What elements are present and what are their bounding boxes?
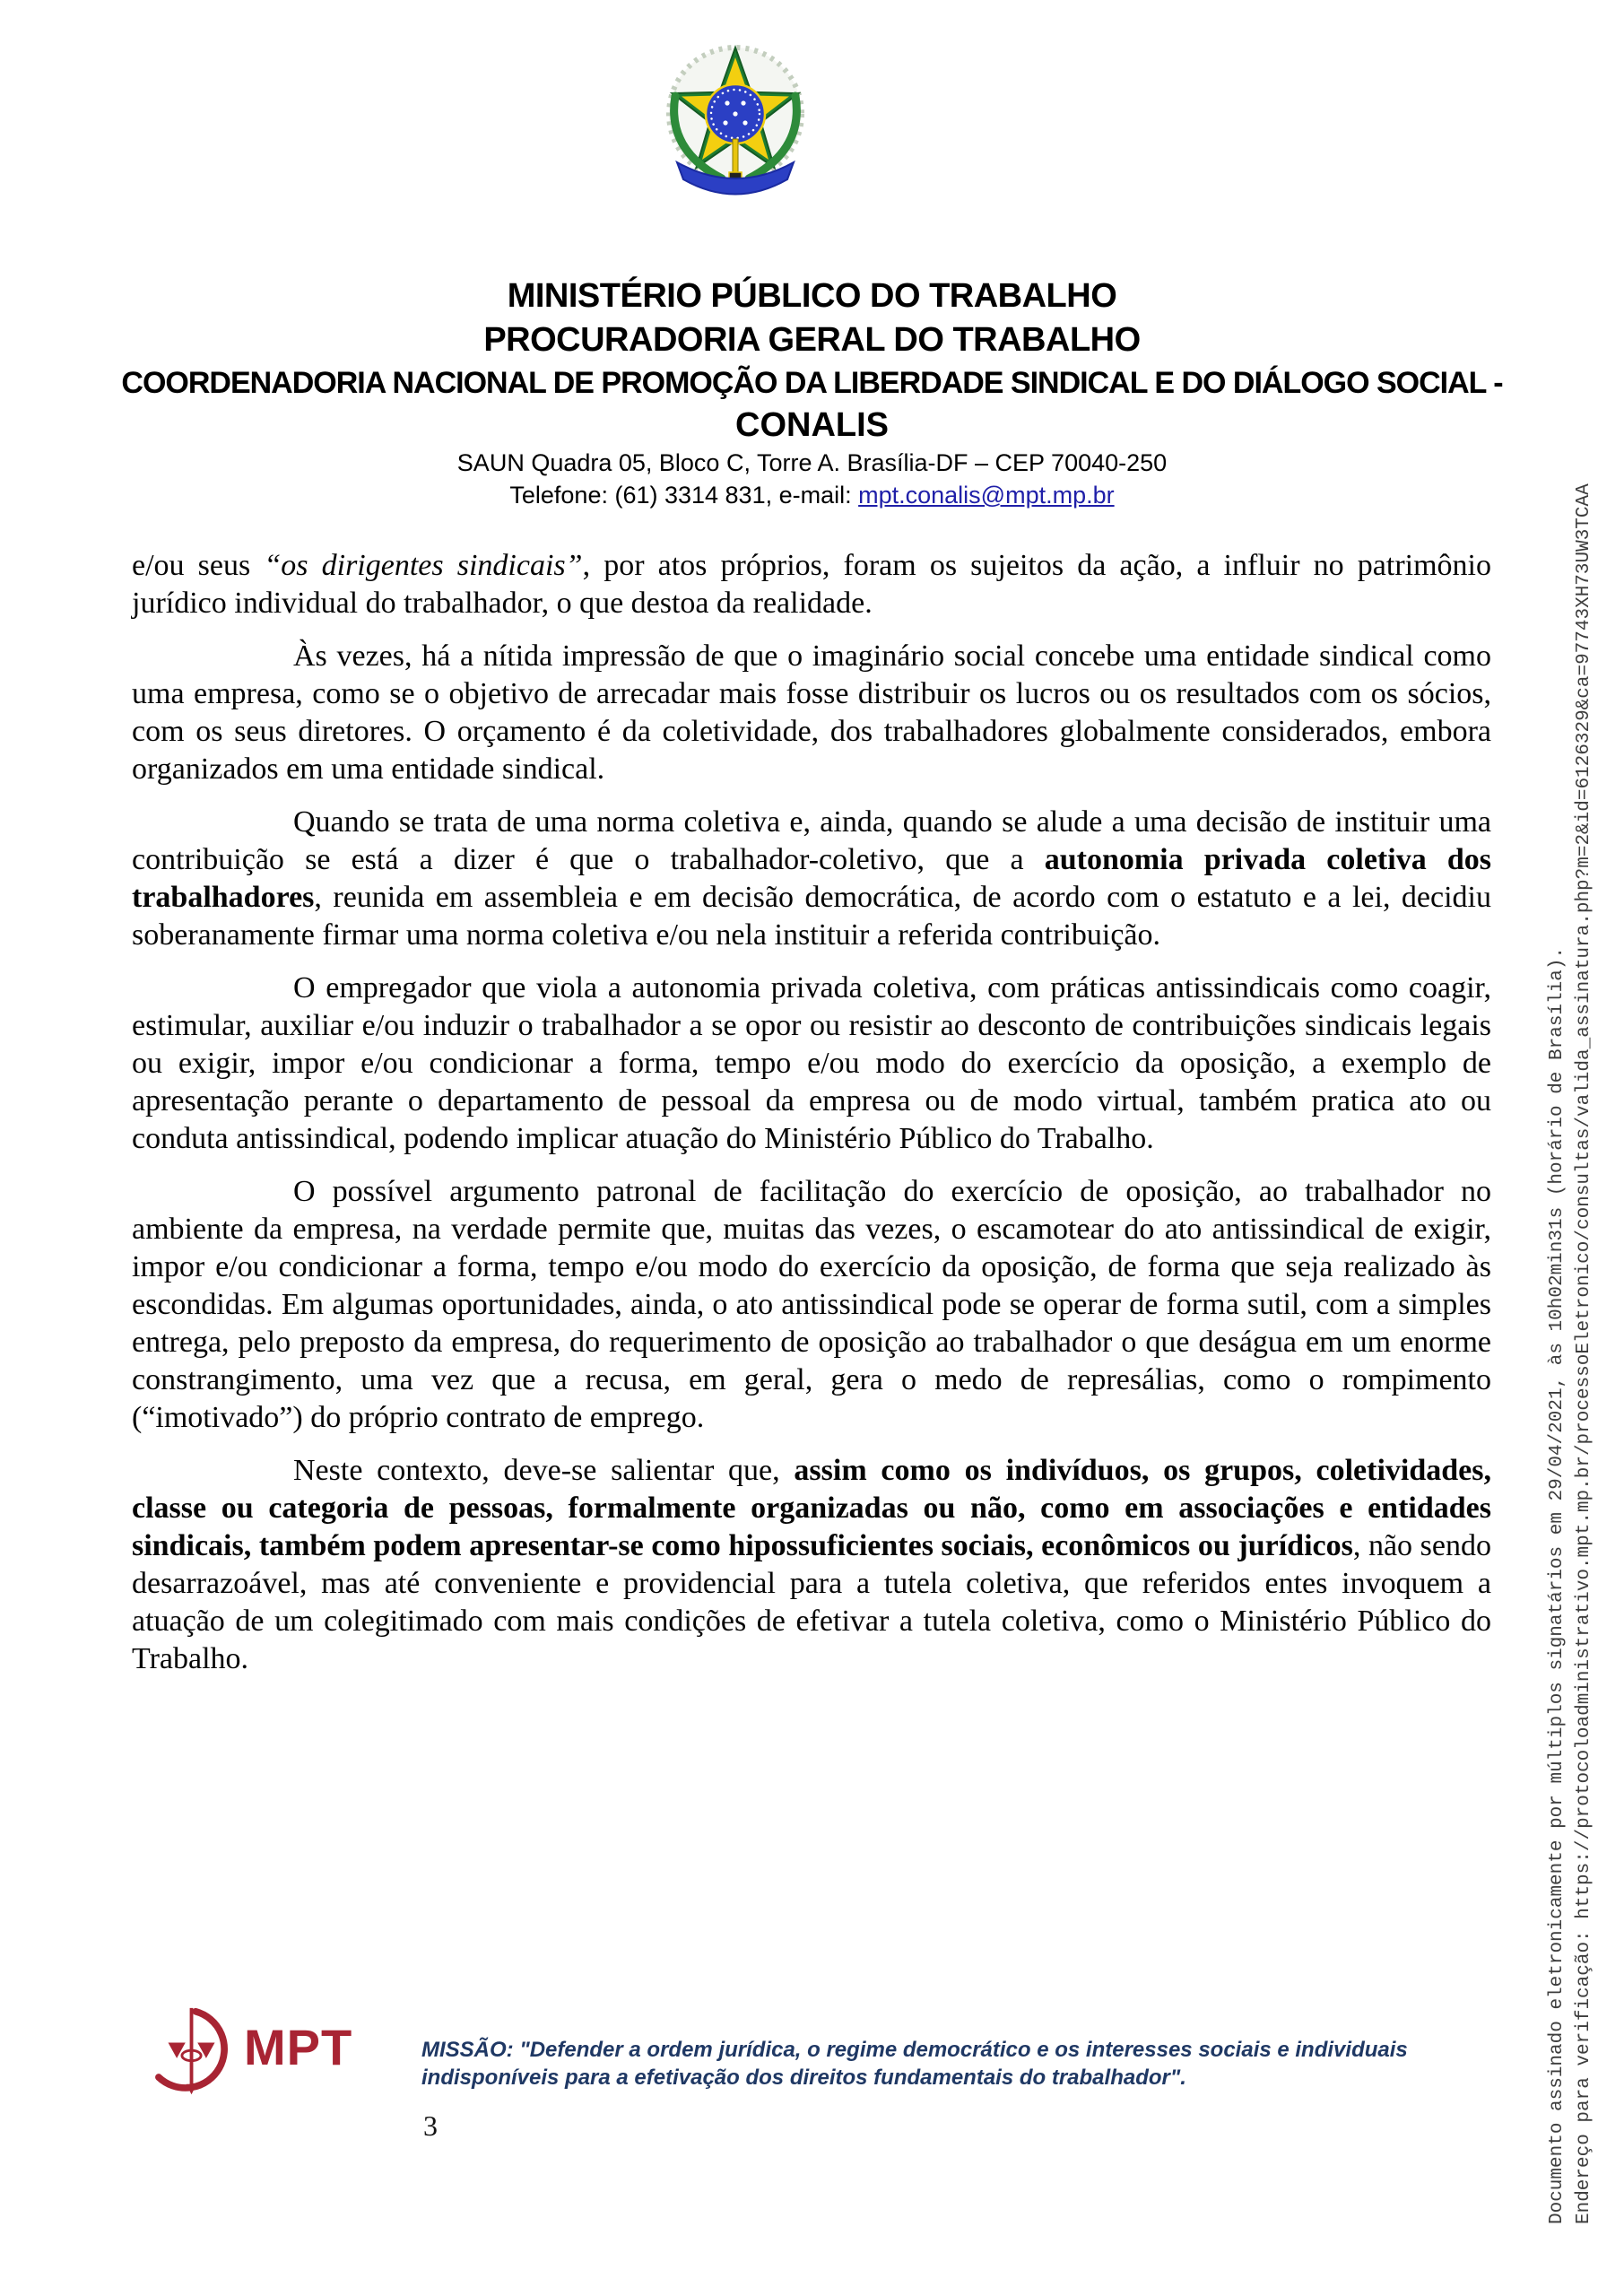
text-run: , reunida em assembleia e em decisão democrática, de acordo com o estatuto e a lei, decidiu soberanamente firmar uma norma coletiva e/ou nela instituir a referida contribuição.	[132, 881, 1491, 952]
text-run: , por atos próprios, foram os sujeitos da ação, a influir no patrimônio jurídico individual do trabalhador, o que destoa da realidade.	[132, 549, 1491, 620]
mpt-scales-icon	[145, 2006, 239, 2101]
text-run: Às vezes, há a nítida impressão de que o imaginário social concebe uma entidade sindical como uma empresa, como se o objetivo de arrecadar mais fosse distribuir os lucros ou os resultados com os sócios, com os seus diretores. O orçamento é da coletividade, dos trabalhadores globalmente considerados, embora organizados em uma entidade sindical.	[132, 639, 1491, 786]
signature-stamp	[1544, 483, 1598, 2224]
text-run: autonomia privada coletiva dos trabalhadores	[132, 843, 1491, 914]
email-link[interactable]: mpt.conalis@mpt.mp.br	[858, 482, 1115, 509]
page-number: 3	[423, 2109, 438, 2142]
signature-stamp-line1: Documento assinado eletronicamente por múltiplos signatários em 29/04/2021, às 10h02min31s (horário de Brasília).	[1547, 946, 1568, 2224]
text-run: e/ou seus	[132, 549, 265, 582]
text-run: O empregador que viola a autonomia privada coletiva, com práticas antissindicais como coagir, estimular, auxiliar e/ou induzir o trabalhador a se opor ou resistir ao desconto de contribuições sindicais legais ou exigir, impor e/ou condicionar a forma, tempo e/ou modo do exercício da oposição, a exemplo de apresentação perante o departamento de pessoal da empresa ou de modo virtual, também pratica ato ou conduta antissindical, podendo implicar atuação do Ministério Público do Trabalho.	[132, 971, 1491, 1155]
body-paragraph	[132, 547, 1491, 622]
org-name-line2: PROCURADORIA GERAL DO TRABALHO	[483, 321, 1141, 359]
text-run: Quando se trata de uma norma coletiva e, ainda, quando se alude a uma decisão de instituir uma contribuição se está a dizer é que o trabalhador-coletivo, que a	[132, 805, 1491, 876]
text-run: , não sendo desarrazoável, mas até conveniente e providencial para a tutela coletiva, que referidos entes invoquem a atuação de um colegitimado com mais condições de efetivar a tutela coletiva, como o Ministério Público do Trabalho.	[132, 1529, 1491, 1675]
phone-label: Telefone: (61) 3314 831, e-mail:	[509, 482, 859, 509]
mpt-logo	[145, 2006, 352, 2101]
body-paragraph	[132, 1173, 1491, 1437]
signature-stamp-line2: Endereço para verificação: https://protocoloadministrativo.mpt.mp.br/processoEletronico/consultas/valida_assinatura.php?m=2&id=6126329&ca=97743XH73UW3TCAA	[1574, 483, 1594, 2224]
text-run: “os dirigentes sindicais”	[264, 549, 583, 582]
document-body	[132, 547, 1491, 1693]
text-run: O possível argumento patronal de facilitação do exercício de oposição, ao trabalhador no ambiente da empresa, na verdade permite que, muitas das vezes, o escamotear do ato antissindical de exigir, impor e/ou condicionar a forma, tempo e/ou modo do exercício da oposição, de forma que seja realizado às escondidas. Em algumas oportunidades, ainda, o ato antissindical pode se operar de forma sutil, com a simples entrega, pelo preposto da empresa, do requerimento de oposição ao trabalhador o que deságua em um enorme constrangimento, uma vez que a recusa, em geral, gera o medo de represálias, como o rompimento (“imotivado”) do próprio contrato de emprego.	[132, 1175, 1491, 1434]
org-name-line1: MINISTÉRIO PÚBLICO DO TRABALHO	[507, 277, 1117, 315]
org-address: SAUN Quadra 05, Bloco C, Torre A. Brasília-DF – CEP 70040-250	[456, 449, 1168, 476]
body-paragraph	[132, 638, 1491, 788]
text-run: Neste contexto, deve-se salientar que,	[293, 1454, 795, 1487]
letterhead	[0, 274, 1624, 511]
org-contact-line	[0, 479, 1624, 511]
brazil-coat-of-arms-icon	[661, 40, 810, 202]
body-paragraph	[132, 804, 1491, 954]
mission-statement: MISSÃO: "Defender a ordem jurídica, o regime democrático e os interesses sociais e individuais indisponíveis para a efetivação dos direitos fundamentais do trabalhador".	[421, 2038, 1408, 2090]
body-paragraph	[132, 970, 1491, 1158]
org-name-line4: CONALIS	[735, 406, 889, 444]
text-run: assim como os indivíduos, os grupos, coletividades, classe ou categoria de pessoas, formalmente organizadas ou não, como em associações e entidades sindicais, também podem apresentar-se como hipossuficientes sociais, econômicos ou jurídicos	[132, 1454, 1491, 1562]
body-paragraph	[132, 1452, 1491, 1678]
mpt-logo-text: MPT	[244, 2019, 353, 2075]
org-name-line3: COORDENADORIA NACIONAL DE PROMOÇÃO DA LIBERDADE SINDICAL E DO DIÁLOGO SOCIAL -	[121, 366, 1503, 400]
